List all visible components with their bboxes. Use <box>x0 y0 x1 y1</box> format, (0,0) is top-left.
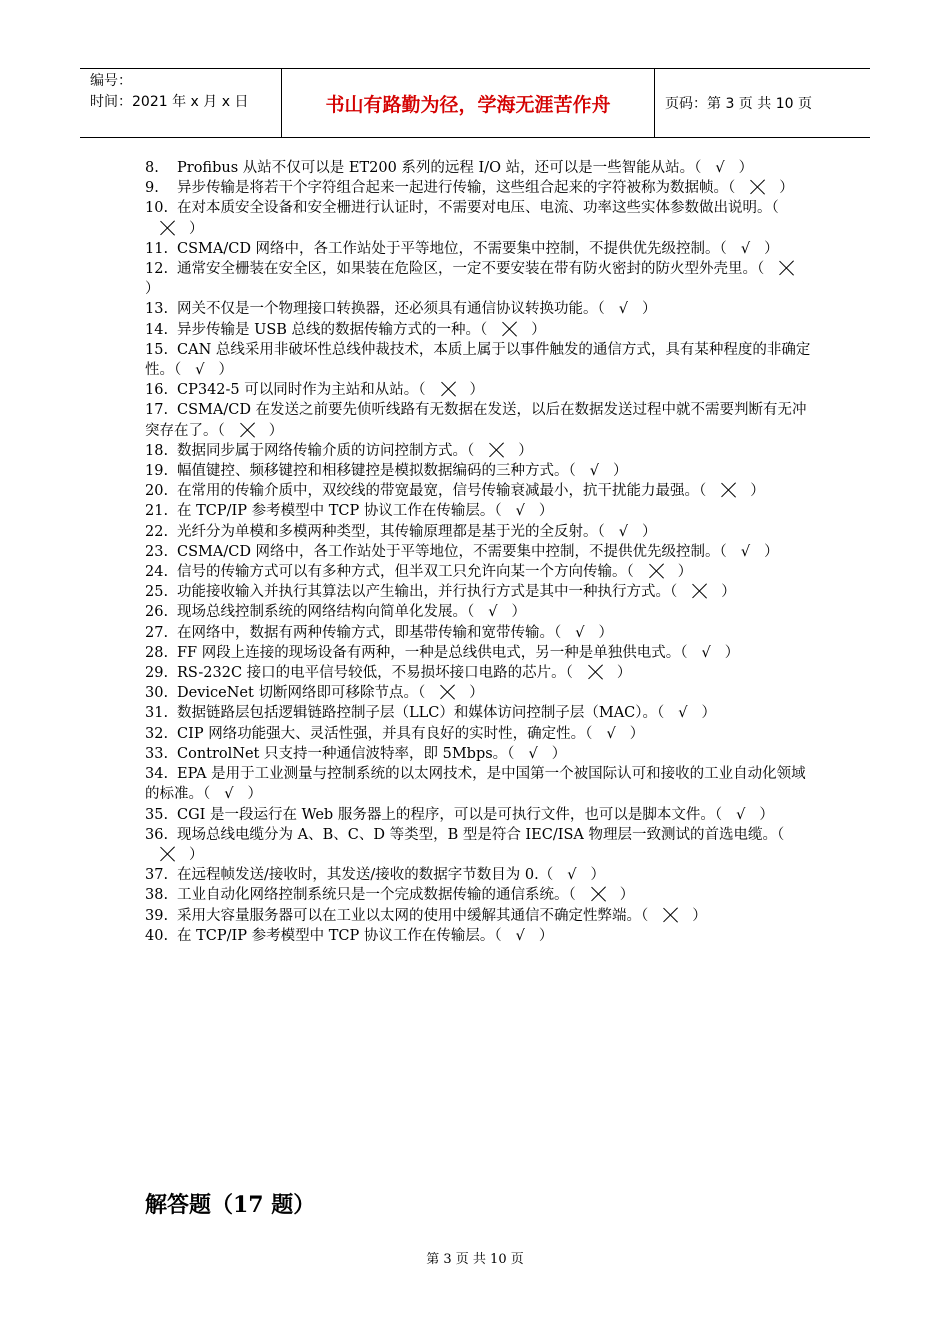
cross-mark-icon <box>487 320 531 340</box>
question-number: 31. <box>145 705 169 722</box>
question-text: 在网络中，数据有两种传输方式，即基带传输和宽带传输。（ <box>177 624 562 641</box>
question-item <box>145 239 813 259</box>
question-item <box>145 623 813 643</box>
question-text: 在 TCP/IP 参考模型中 TCP 协议工作在传输层。（ <box>177 503 502 520</box>
question-number: 36. <box>145 826 169 843</box>
question-number: 15. <box>145 341 169 358</box>
cross-glyph <box>488 441 504 457</box>
question-item <box>145 481 813 501</box>
question-text: CIP 网络功能强大、灵活性强，并具有良好的实时性，确定性。（ <box>177 725 593 742</box>
question-number: 9. <box>145 180 159 197</box>
question-list <box>145 158 813 946</box>
cross-glyph <box>159 845 175 861</box>
question-item <box>145 259 813 299</box>
check-mark-icon: √ <box>618 301 628 318</box>
question-text: 工业自动化网络控制系统只是一个完成数据传输的通信系统。（ <box>177 887 576 904</box>
question-close-paren: ） <box>721 584 736 601</box>
question-text: 异步传输是将若干个字符组合起来一起进行传输，这些组合起来的字符被称为数据帧。（ <box>177 180 736 197</box>
question-item <box>145 582 813 602</box>
question-text: CSMA/CD 在发送之前要先侦听线路有无数据在发送，以后在数据发送过程中就不需要判断有无冲突存在了。（ <box>145 402 807 439</box>
question-number: 19. <box>145 463 169 480</box>
check-mark-icon: √ <box>740 240 751 257</box>
question-text: 现场总线电缆分为 A、B、C、D 等类型，B 型是符合 IEC/ISA 物理层一致测试的首选电缆。（ <box>177 826 785 843</box>
question-item <box>145 764 813 804</box>
question-text: 在常用的传输介质中，双绞线的带宽最宽，信号传输衰减最小，抗干扰能力最强。（ <box>177 483 707 500</box>
question-text: 采用大容量服务器可以在工业以太网的使用中缓解其通信不确定性弊端。（ <box>177 907 649 924</box>
cross-mark-icon <box>145 219 189 239</box>
question-close-paren: ） <box>598 624 613 641</box>
question-item <box>145 663 813 683</box>
question-number: 16. <box>145 382 169 399</box>
question-item <box>145 885 813 905</box>
question-number: 17. <box>145 402 169 419</box>
question-item <box>145 178 813 198</box>
question-close-paren: ） <box>538 927 554 944</box>
question-text: 数据链路层包括逻辑链路控制子层（LLC）和媒体访问控制子层（MAC）。（ <box>177 705 665 722</box>
cross-mark-icon <box>225 421 269 441</box>
check-mark-icon: √ <box>740 543 751 560</box>
question-text: CP342-5 可以同时作为主站和从站。（ <box>177 382 426 399</box>
question-close-paren: ） <box>724 644 740 661</box>
cross-glyph <box>691 582 707 598</box>
question-item <box>145 602 813 622</box>
question-number: 40. <box>145 927 169 944</box>
question-close-paren: ） <box>189 846 204 863</box>
question-item <box>145 683 813 703</box>
question-text: 异步传输是 USB 总线的数据传输方式的一种。（ <box>177 321 488 338</box>
question-item <box>145 703 813 723</box>
question-close-paren: ） <box>551 745 567 762</box>
question-number: 34. <box>145 766 169 783</box>
question-item <box>145 158 813 178</box>
question-item <box>145 320 813 340</box>
check-mark-icon: √ <box>528 745 538 762</box>
cross-glyph <box>662 906 678 922</box>
cross-mark-icon <box>145 845 189 865</box>
question-text: 网关不仅是一个物理接口转换器，还必须具有通信协议转换功能。（ <box>177 301 605 318</box>
question-number: 21. <box>145 503 169 520</box>
question-text: 信号的传输方式可以有多种方式，但半双工只允许向某一个方向传输。（ <box>177 564 634 581</box>
question-number: 39. <box>145 907 169 924</box>
question-number: 12. <box>145 261 169 278</box>
question-close-paren: ） <box>538 503 554 520</box>
question-number: 29. <box>145 665 169 682</box>
question-number: 10. <box>145 200 169 217</box>
cross-glyph <box>587 663 603 679</box>
cross-mark-icon <box>426 380 470 400</box>
cross-glyph <box>749 178 765 194</box>
question-close-paren: ） <box>738 160 754 176</box>
question-item <box>145 441 813 461</box>
question-item <box>145 380 813 400</box>
question-close-paren: ） <box>218 362 233 379</box>
question-number: 32. <box>145 725 169 742</box>
cross-glyph <box>720 481 736 497</box>
question-item <box>145 643 813 663</box>
page-footer: 第 3 页 共 10 页 <box>426 1252 524 1267</box>
question-text: 功能接收输入并执行其算法以产生输出，并行执行方式是其中一种执行方式。（ <box>177 584 678 601</box>
question-item <box>145 724 813 744</box>
question-number: 24. <box>145 564 169 581</box>
question-number: 35. <box>145 806 169 823</box>
question-close-paren: ） <box>247 786 262 803</box>
header-meta <box>80 69 282 137</box>
check-mark-icon: √ <box>715 160 725 176</box>
question-close-paren: ） <box>642 301 657 318</box>
question-item <box>145 340 813 380</box>
question-item <box>145 906 813 926</box>
check-mark-icon: √ <box>701 644 711 661</box>
question-text: ControlNet 只支持一种通信波特率，即 5Mbps。（ <box>177 745 515 762</box>
question-close-paren: ） <box>469 382 485 399</box>
question-number: 37. <box>145 867 169 884</box>
header-page-info: 页码：第 3 页 共 10 页 <box>665 96 812 112</box>
question-close-paren: ） <box>145 281 160 298</box>
cross-glyph <box>159 219 175 235</box>
question-close-paren: ） <box>750 483 765 500</box>
question-item <box>145 825 813 865</box>
question-number: 25. <box>145 584 169 601</box>
cross-mark-icon <box>573 663 617 683</box>
cross-mark-icon <box>764 259 808 279</box>
cross-mark-icon <box>677 582 721 602</box>
question-close-paren: ） <box>268 422 284 439</box>
check-mark-icon: √ <box>606 725 616 742</box>
question-number: 14. <box>145 321 169 338</box>
page-header <box>80 68 870 138</box>
question-item <box>145 299 813 319</box>
question-close-paren: ） <box>629 725 645 742</box>
question-text: 在远程帧发送/接收时，其发送/接收的数据字节数目为 0.（ <box>177 867 554 884</box>
check-mark-icon: √ <box>678 705 688 722</box>
question-number: 30. <box>145 685 169 702</box>
question-close-paren: ） <box>590 867 605 884</box>
check-mark-icon: √ <box>515 927 525 944</box>
question-text: CSMA/CD 网络中，各工作站处于平等地位，不需要集中控制，不提供优先级控制。（ <box>177 240 727 257</box>
question-item <box>145 744 813 764</box>
question-number: 8. <box>145 160 159 176</box>
question-text: FF 网段上连接的现场设备有两种，一种是总线供电式，另一种是单独供电式。（ <box>177 644 688 661</box>
question-number: 28. <box>145 644 169 661</box>
check-mark-icon: √ <box>567 867 577 884</box>
cross-glyph <box>239 421 255 437</box>
question-text: EPA 是用于工业测量与控制系统的以太网技术，是中国第一个被国际认可和接收的工业自动化领域的标准。（ <box>145 766 806 803</box>
cross-mark-icon <box>425 683 469 703</box>
question-text: CGI 是一段运行在 Web 服务器上的程序，可以是可执行文件，也可以是脚本文件。（ <box>177 806 723 823</box>
check-mark-icon: √ <box>195 362 205 379</box>
question-text: DeviceNet 切断网络即可移除节点。（ <box>177 685 426 702</box>
check-mark-icon: √ <box>515 503 525 520</box>
check-mark-icon: √ <box>589 463 599 480</box>
cross-mark-icon <box>706 481 750 501</box>
question-close-paren: ） <box>511 604 526 621</box>
question-close-paren: ） <box>613 463 628 480</box>
section-title: 解答题（17 题） <box>145 1192 316 1218</box>
header-motto: 书山有路勤为径，学海无涯苦作舟 <box>282 69 655 137</box>
question-close-paren: ） <box>616 665 632 682</box>
check-mark-icon: √ <box>575 624 585 641</box>
check-mark-icon: √ <box>736 806 746 823</box>
code-label: 编号： <box>90 73 132 89</box>
question-close-paren: ） <box>677 564 693 581</box>
cross-glyph <box>440 380 456 396</box>
question-text: 幅值键控、频移键控和相移键控是模拟数据编码的三种方式。（ <box>177 463 576 480</box>
question-close-paren: ） <box>701 705 717 722</box>
question-close-paren: ） <box>189 220 204 237</box>
question-number: 22. <box>145 523 169 540</box>
cross-mark-icon <box>648 906 692 926</box>
cross-glyph <box>501 320 517 336</box>
question-text: 数据同步属于网络传输介质的访问控制方式。（ <box>177 442 475 459</box>
cross-mark-icon <box>576 885 620 905</box>
question-number: 11. <box>145 240 169 257</box>
question-item <box>145 926 813 946</box>
question-number: 26. <box>145 604 169 621</box>
question-close-paren: ） <box>518 442 533 459</box>
question-item <box>145 461 813 481</box>
question-item <box>145 542 813 562</box>
cross-glyph <box>439 683 455 699</box>
cross-glyph <box>590 885 606 901</box>
question-close-paren: ） <box>759 806 774 823</box>
question-item <box>145 805 813 825</box>
check-mark-icon: √ <box>488 604 498 621</box>
question-text: 光纤分为单模和多模两种类型，其传输原理都是基于光的全反射。（ <box>177 523 605 540</box>
question-item <box>145 400 813 440</box>
question-item <box>145 562 813 582</box>
check-mark-icon: √ <box>618 523 628 540</box>
question-close-paren: ） <box>642 523 657 540</box>
question-close-paren: ） <box>531 321 546 338</box>
question-close-paren: ） <box>779 180 794 197</box>
question-number: 23. <box>145 543 169 560</box>
cross-mark-icon <box>634 562 678 582</box>
cross-mark-icon <box>735 178 779 198</box>
question-close-paren: ） <box>469 685 484 702</box>
check-mark-icon: √ <box>224 786 234 803</box>
question-item <box>145 522 813 542</box>
question-text: RS-232C 接口的电平信号较低，不易损坏接口电路的芯片。（ <box>177 665 573 682</box>
question-number: 13. <box>145 301 169 318</box>
question-number: 18. <box>145 442 169 459</box>
question-close-paren: ） <box>692 907 707 924</box>
question-text: 在 TCP/IP 参考模型中 TCP 协议工作在传输层。（ <box>177 927 502 944</box>
question-number: 33. <box>145 745 169 762</box>
question-number: 27. <box>145 624 169 641</box>
question-item <box>145 865 813 885</box>
question-number: 20. <box>145 483 169 500</box>
question-text: Profibus 从站不仅可以是 ET200 系列的远程 I/O 站，还可以是一些智能从站。（ <box>177 160 702 176</box>
question-text: CAN 总线采用非破坏性总线仲裁技术，本质上属于以事件触发的通信方式，具有某种程度的非确定性。（ <box>145 341 811 379</box>
question-text: 在对本质安全设备和安全栅进行认证时，不需要对电压、电流、功率这些实体参数做出说明。（ <box>177 200 779 217</box>
cross-glyph <box>648 562 664 578</box>
question-close-paren: ） <box>764 240 779 257</box>
time-label: 时间：2021 年 x 月 x 日 <box>90 94 249 110</box>
question-text: 现场总线控制系统的网络结构向简单化发展。（ <box>177 604 475 621</box>
cross-mark-icon <box>474 441 518 461</box>
question-close-paren: ） <box>619 887 635 904</box>
question-close-paren: ） <box>764 543 779 560</box>
question-text: CSMA/CD 网络中，各工作站处于平等地位，不需要集中控制，不提供优先级控制。（ <box>177 543 727 560</box>
question-item <box>145 198 813 238</box>
cross-glyph <box>778 259 794 275</box>
question-text: 通常安全栅装在安全区，如果装在危险区，一定不要安装在带有防火密封的防火型外壳里。（ <box>177 261 765 278</box>
question-number: 38. <box>145 887 169 904</box>
question-item <box>145 501 813 521</box>
